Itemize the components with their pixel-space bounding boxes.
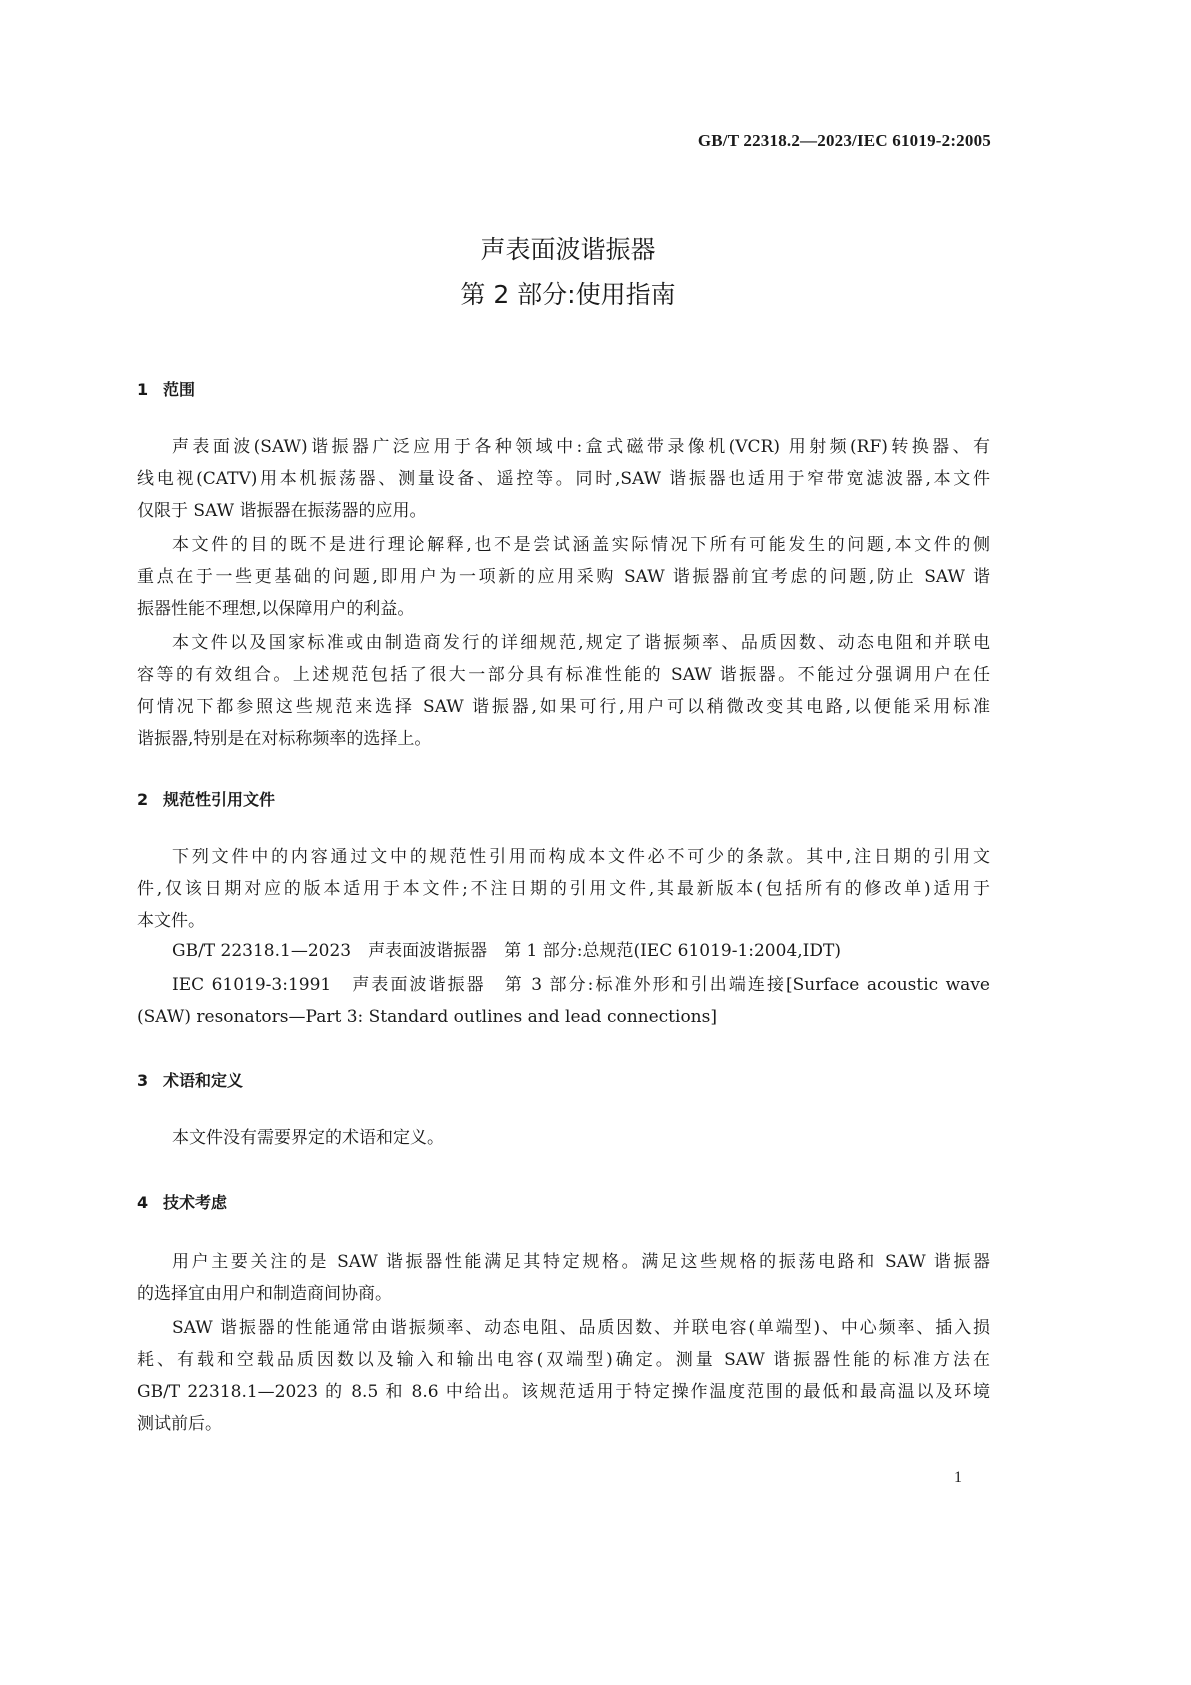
section-heading <box>137 787 275 810</box>
paragraph-line: 下列文件中的内容通过文中的规范性引用而构成本文件必不可少的条款。其中,注日期的引用文 <box>172 847 990 867</box>
paragraph-line: 的选择宜由用户和制造商间协商。 <box>137 1284 392 1304</box>
paragraph-line: 用户主要关注的是 SAW 谐振器性能满足其特定规格。满足这些规格的振荡电路和 SAW 谐振器 <box>172 1252 990 1272</box>
paragraph-line: 件,仅该日期对应的版本适用于本文件;不注日期的引用文件,其最新版本(包括所有的修改单)适用于 <box>137 879 990 899</box>
paragraph-line: 何情况下都参照这些规范来选择 SAW 谐振器,如果可行,用户可以稍微改变其电路,以便能采用标准 <box>137 697 990 717</box>
section-number: 1 <box>137 380 149 399</box>
paragraph-line: 容等的有效组合。上述规范包括了很大一部分具有标准性能的 SAW 谐振器。不能过分强调用户在任 <box>137 665 990 685</box>
page-number: 1 <box>954 1469 962 1486</box>
paragraph-line: 振器性能不理想,以保障用户的利益。 <box>137 599 415 619</box>
paragraph-line: 声表面波(SAW)谐振器广泛应用于各种领域中:盒式磁带录像机(VCR) 用射频(RF)转换器、有 <box>172 437 990 457</box>
section-heading <box>137 1190 227 1213</box>
paragraph-line: 本文件没有需要界定的术语和定义。 <box>172 1128 444 1148</box>
paragraph-line: 谐振器,特别是在对标称频率的选择上。 <box>137 729 432 749</box>
section-number: 2 <box>137 790 149 809</box>
paragraph-line: (SAW) resonators—Part 3: Standard outlines and lead connections] <box>137 1007 717 1027</box>
paragraph-line: GB/T 22318.1—2023 声表面波谐振器 第 1 部分:总规范(IEC 61019-1:2004,IDT) <box>172 941 841 961</box>
paragraph-line: 重点在于一些更基础的问题,即用户为一项新的应用采购 SAW 谐振器前宜考虑的问题,防止 SAW 谐 <box>137 567 990 587</box>
paragraph-line: 本文件。 <box>137 911 205 931</box>
section-number: 3 <box>137 1071 149 1090</box>
standard-number-header: GB/T 22318.2—2023/IEC 61019-2:2005 <box>697 131 991 150</box>
section-title: 规范性引用文件 <box>163 790 276 809</box>
section-title: 技术考虑 <box>163 1193 228 1212</box>
paragraph-line: 仅限于 SAW 谐振器在振荡器的应用。 <box>137 501 427 521</box>
paragraph-line: 本文件以及国家标准或由制造商发行的详细规范,规定了谐振频率、品质因数、动态电阻和并联电 <box>172 633 990 653</box>
section-title: 术语和定义 <box>163 1071 244 1090</box>
paragraph-line: 线电视(CATV)用本机振荡器、测量设备、遥控等。同时,SAW 谐振器也适用于窄带宽滤波器,本文件 <box>137 469 990 489</box>
section-title: 范围 <box>163 380 196 399</box>
document-title: 声表面波谐振器 <box>480 235 656 264</box>
section-number: 4 <box>137 1193 149 1212</box>
paragraph-line: 测试前后。 <box>137 1414 222 1434</box>
paragraph-line: SAW 谐振器的性能通常由谐振频率、动态电阻、品质因数、并联电容(单端型)、中心频率、插入损 <box>172 1318 990 1338</box>
document-subtitle: 第 2 部分:使用指南 <box>460 280 676 309</box>
paragraph-line: GB/T 22318.1—2023 的 8.5 和 8.6 中给出。该规范适用于特定操作温度范围的最低和最高温以及环境 <box>137 1382 990 1402</box>
paragraph-line: 本文件的目的既不是进行理论解释,也不是尝试涵盖实际情况下所有可能发生的问题,本文件的侧 <box>172 535 990 555</box>
paragraph-line: 耗、有载和空载品质因数以及输入和输出电容(双端型)确定。测量 SAW 谐振器性能的标准方法在 <box>137 1350 990 1370</box>
paragraph-line: IEC 61019-3:1991 声表面波谐振器 第 3 部分:标准外形和引出端连接[Surface acoustic wave <box>172 975 990 995</box>
section-heading <box>137 377 195 400</box>
section-heading <box>137 1068 243 1091</box>
